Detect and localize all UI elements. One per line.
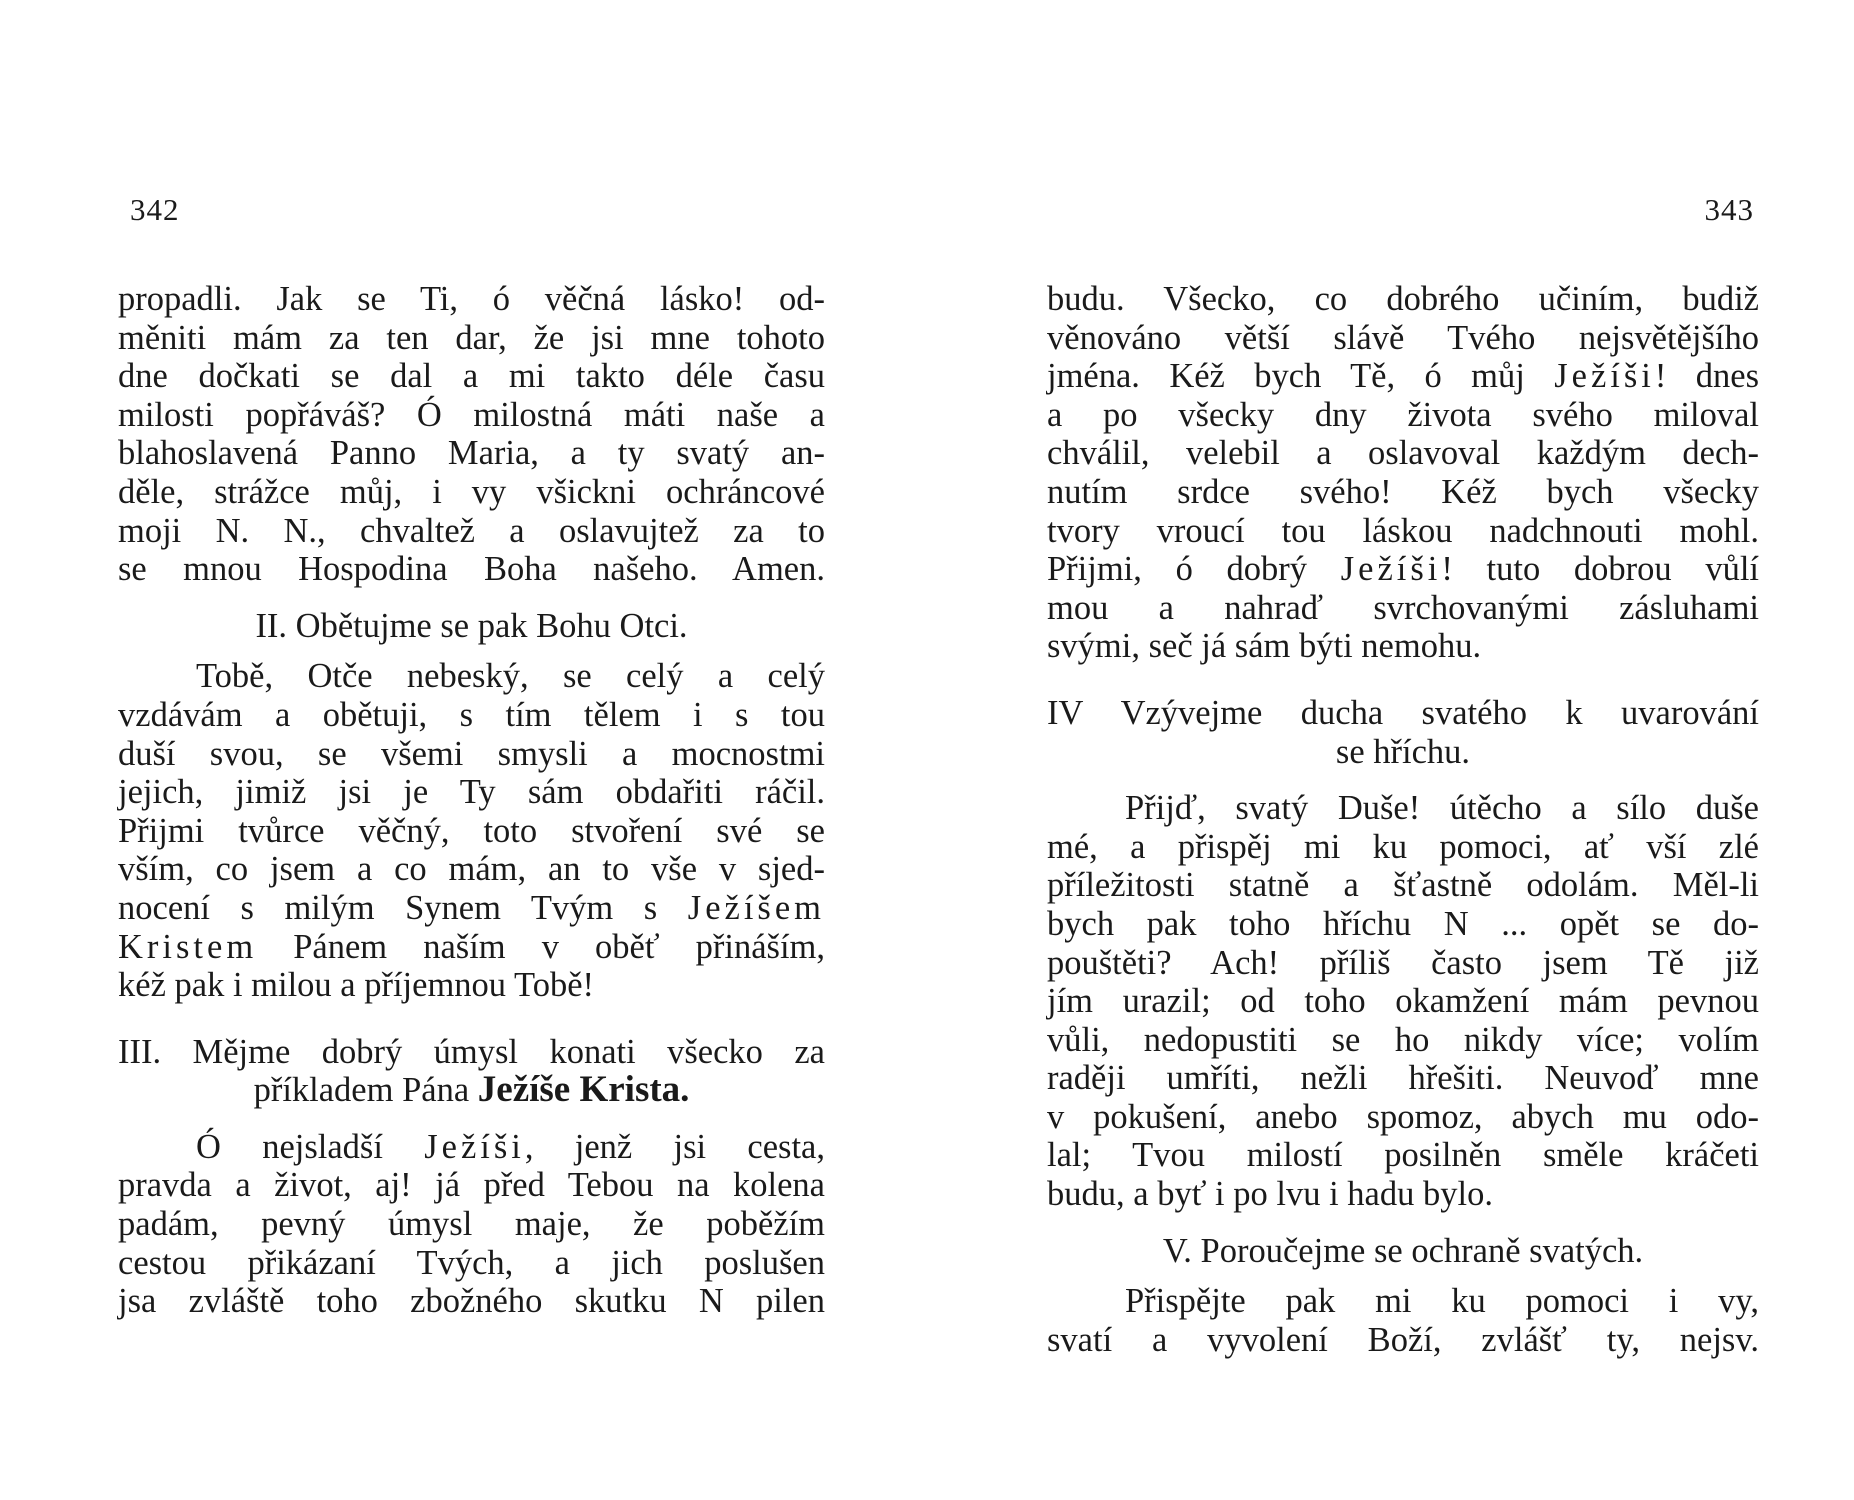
section-heading-2: II. Obětujme se pak Bohu Otci. <box>255 606 688 645</box>
paragraph-line: děle, strážce můj, i vy všickni ochráncové <box>118 472 825 511</box>
line-text: ! dnes <box>1654 357 1759 396</box>
paragraph-line <box>118 889 825 928</box>
paragraph-line: Přijmi tvůrce věčný, toto stvoření své se <box>118 811 825 850</box>
paragraph-line: pravda a život, aj! já před Tebou na kolena <box>118 1166 825 1205</box>
paragraph-line: lal; Tvou milostí posilněn směle kráčeti <box>1047 1136 1759 1175</box>
section-heading-3: III. Mějme dobrý úmysl konati všecko za <box>118 1032 825 1071</box>
page-number-right: 343 <box>1704 192 1754 227</box>
paragraph-line <box>118 1128 825 1167</box>
paragraph-line: a po všecky dny života svého miloval <box>1047 395 1759 434</box>
line-text: , jenž jsi cesta, <box>524 1127 825 1166</box>
right-text-block <box>1047 280 1759 1359</box>
spaced-name: Ježíšem <box>687 888 825 927</box>
line-text: nocení s milým Synem Tvým s <box>118 888 688 927</box>
paragraph-line: jím urazil; od toho okamžení mám pevnou <box>1047 982 1759 1021</box>
paragraph-line: propadli. Jak se Ti, ó věčná lásko! od- <box>118 280 825 318</box>
paragraph-line: v pokušení, anebo spomoz, abych mu odo- <box>1047 1097 1759 1136</box>
line-text: jména. Kéž bych Tě, ó můj <box>1047 357 1555 396</box>
paragraph-line: jsa zvláště toho zbožného skutku N pilen <box>118 1282 825 1321</box>
paragraph-line: vším, co jsem a co mám, an to vše v sjed- <box>118 850 825 889</box>
line-text: Pánem naším v oběť přináším, <box>257 927 825 966</box>
paragraph-line: budu, a byť i po lvu i hadu bylo. <box>1047 1175 1493 1214</box>
paragraph-line: vzdávám a obětuji, s tím tělem i s tou <box>118 695 825 734</box>
right-page <box>927 0 1854 1500</box>
paragraph-line: svatí a vyvolení Boží, zvlášť ty, nejsv. <box>1047 1320 1759 1359</box>
section-heading-3-line2 <box>118 1071 825 1110</box>
spaced-name: Kristem <box>118 927 258 966</box>
paragraph-line: blahoslavená Panno Maria, a ty svatý an- <box>118 434 825 473</box>
paragraph-line: kéž pak i milou a příjemnou Tobě! <box>118 966 594 1005</box>
paragraph-line: Přispějte pak mi ku pomoci i vy, <box>1125 1282 1759 1321</box>
spaced-name: Ježíši <box>424 1127 525 1166</box>
paragraph-line: Přijď, svatý Duše! útěcho a sílo duše <box>1125 789 1759 828</box>
paragraph-line: chválil, velebil a oslavoval každým dech- <box>1047 434 1759 473</box>
section-heading-4-line2: se hříchu. <box>1335 732 1471 771</box>
paragraph-line: tvory vroucí tou láskou nadchnouti mohl. <box>1047 511 1759 550</box>
paragraph-line: jejich, jimiž jsi je Ty sám obdařiti ráčil. <box>118 773 825 812</box>
line-text: Přijmi, ó dobrý <box>1047 550 1341 589</box>
paragraph-line: měniti mám za ten dar, že jsi mne tohoto <box>118 318 825 357</box>
paragraph-line: raději umříti, nežli hřešiti. Neuvoď mne <box>1047 1059 1759 1098</box>
spaced-name: Ježíši <box>1340 550 1442 589</box>
paragraph-line: Tobě, Otče nebeský, se celý a celý <box>196 657 825 696</box>
paragraph-line: věnováno větší slávě Tvého nejsvětějšího <box>1047 318 1759 357</box>
paragraph-line <box>118 928 825 967</box>
paragraph-line: dne dočkati se dal a mi takto déle času <box>118 357 825 396</box>
paragraph-line: mé, a přispěj mi ku pomoci, ať vší zlé <box>1047 827 1759 866</box>
paragraph-line: nutím srdce svého! Kéž bych všecky <box>1047 472 1759 511</box>
paragraph-line: pouštěti? Ach! příliš často jsem Tě již <box>1047 943 1759 982</box>
paragraph-line: budu. Všecko, co dobrého učiním, budiž <box>1047 280 1759 318</box>
paragraph-line: milosti popřáváš? Ó milostná máti naše a <box>118 395 825 434</box>
line-text: Ó nejsladší <box>196 1127 425 1166</box>
paragraph-line: se mnou Hospodina Boha našeho. Amen. <box>118 550 825 589</box>
line-text: ! tuto dobrou vůlí <box>1441 550 1759 589</box>
paragraph-line: padám, pevný úmysl maje, že poběžím <box>118 1205 825 1244</box>
heading-emphasis: Ježíše Krista. <box>477 1069 690 1111</box>
paragraph-line <box>1047 550 1759 589</box>
paragraph-line: moji N. N., chvaltež a oslavujtež za to <box>118 511 825 550</box>
paragraph-line: vůli, nedopustiti se ho nikdy více; volím <box>1047 1020 1759 1059</box>
paragraph-line <box>1047 357 1759 396</box>
paragraph-line: bych pak toho hříchu N ... opět se do- <box>1047 904 1759 943</box>
paragraph-line: mou a nahraď svrchovanými zásluhami <box>1047 588 1759 627</box>
paragraph-line: svými, seč já sám býti nemohu. <box>1047 627 1482 666</box>
left-text-block <box>118 280 825 1321</box>
heading-text: příkladem Pána <box>253 1071 478 1110</box>
page-number-left: 342 <box>130 192 180 227</box>
paragraph-line: cestou přikázaní Tvých, a jich poslušen <box>118 1243 825 1282</box>
paragraph-line: duší svou, se všemi smysli a mocnostmi <box>118 734 825 773</box>
paragraph-line: příležitosti statně a šťastně odolám. Měl-li <box>1047 866 1759 905</box>
section-heading-5: V. Poroučejme se ochraně svatých. <box>1162 1231 1644 1270</box>
spaced-name: Ježíši <box>1554 357 1655 396</box>
section-heading-4: IV Vzývejme ducha svatého k uvarování <box>1047 693 1759 732</box>
